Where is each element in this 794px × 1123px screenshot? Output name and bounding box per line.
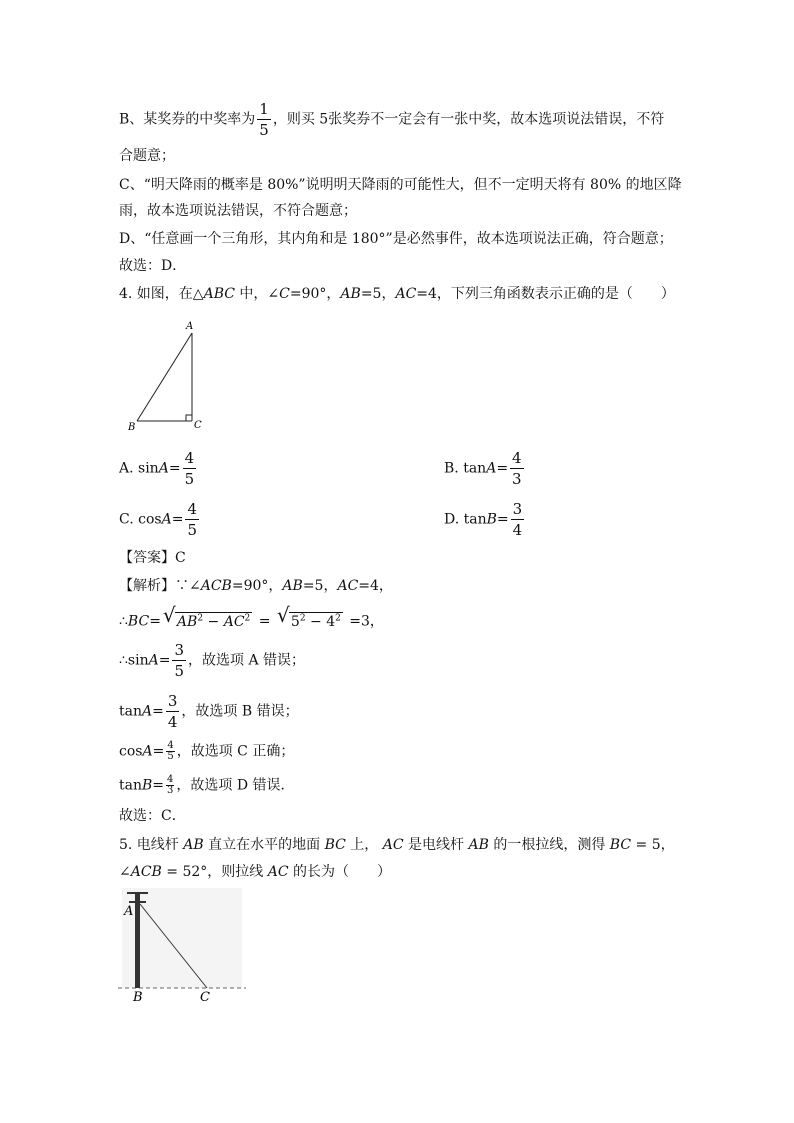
option-eq: = [496, 460, 509, 477]
analysis-text: = [152, 777, 165, 794]
fraction [183, 448, 197, 489]
analysis-text: ∵∠ [175, 578, 201, 594]
stem-var: ACB [130, 864, 162, 880]
analysis-line-6 [119, 775, 295, 796]
stem-var: AC [267, 864, 289, 880]
numerator: 4 [512, 449, 522, 467]
option-eq: = [171, 511, 184, 528]
analysis-line-5 [119, 741, 294, 762]
stem-var: BC [324, 837, 346, 853]
stem-text: =4，下列三角函数表示正确的是（ ） [416, 286, 675, 302]
stem-var: AC [395, 286, 417, 302]
option-text: B. tan [444, 460, 487, 477]
numerator: 3 [512, 500, 523, 518]
analysis-text: cos [119, 743, 143, 760]
stem-var: AB [340, 286, 361, 302]
stem-var: AC [382, 837, 404, 853]
fraction [172, 640, 186, 681]
numerator: 4 [167, 740, 174, 751]
point-a-label: A [124, 904, 134, 919]
question-5-line-1 [119, 835, 675, 855]
analysis-text: ，故选项 C 正确； [176, 743, 295, 760]
stem-text: 中，∠ [234, 286, 280, 302]
analysis-var: A [142, 743, 153, 760]
stem-text: 5. 电线杆 [119, 837, 184, 853]
option-c [119, 499, 201, 540]
small-fraction [166, 775, 174, 796]
analysis-line-2 [119, 603, 384, 632]
fraction [166, 691, 180, 732]
analysis-text: =3， [344, 613, 384, 630]
analysis-text: =5， [302, 578, 338, 594]
analysis-text: ，故选项 B 错误； [181, 703, 299, 720]
analysis-var: BC [127, 613, 150, 630]
numerator: 4 [167, 774, 174, 785]
analysis-text: ，故选项 A 错误； [188, 652, 306, 669]
radicand [289, 612, 343, 630]
analysis-text: = [152, 743, 165, 760]
sqrt-1 [162, 603, 252, 632]
denominator: 4 [512, 521, 523, 539]
analysis-line-3 [119, 640, 305, 681]
stem-var: BC [609, 837, 632, 853]
analysis-text: tan [119, 703, 142, 720]
option-d [444, 499, 526, 540]
analysis-text: = [152, 703, 164, 720]
analysis-label: 【解析】 [119, 578, 175, 594]
denominator: 5 [174, 662, 184, 680]
analysis-var: A [142, 703, 153, 720]
radicand-num: 5 [290, 613, 300, 630]
stem-text: = 52°，则拉线 [161, 864, 268, 880]
radicand-var: AB [176, 613, 198, 630]
analysis-line-1 [119, 576, 393, 596]
small-fraction [166, 741, 174, 762]
analysis-text: = [149, 613, 161, 630]
stem-var: AB [468, 837, 489, 853]
analysis-line-7: 故选：C． [119, 808, 186, 824]
analysis-line-4 [119, 691, 299, 732]
numerator: 1 [259, 100, 269, 118]
question-5-line-2 [119, 862, 391, 882]
radicand-op: − [203, 613, 224, 630]
answer-q3: 故选：D． [119, 258, 187, 274]
fraction [185, 499, 199, 540]
answer-label: 【答案】C [119, 550, 186, 566]
exponent: 2 [299, 613, 306, 623]
option-b-line [119, 99, 664, 140]
numerator: 4 [187, 500, 197, 518]
denominator: 5 [184, 470, 195, 488]
option-b-continuation: 合题意； [119, 148, 175, 164]
stem-text: 是电线杆 [403, 837, 469, 853]
radical-sign: √ [276, 603, 290, 627]
denominator: 5 [167, 751, 174, 762]
option-c-line-2: 雨，故本选项说法错误，不符合题意； [119, 203, 357, 219]
numerator: 3 [174, 641, 184, 659]
numerator: 3 [167, 692, 178, 710]
stem-var: ABC [203, 286, 235, 302]
option-b-text: B、某奖券的中奖率为 [119, 111, 256, 128]
analysis-var: ACB [200, 578, 232, 594]
stem-text: 直立在水平的地面 [203, 837, 325, 853]
right-angle-mark [186, 415, 192, 421]
pole-figure [118, 888, 248, 1006]
stem-text: ∠ [119, 864, 131, 880]
analysis-var: A [148, 652, 159, 669]
radical-sign: √ [162, 603, 176, 627]
option-b-text-suffix: ，则买 5张奖券不一定会有一张中奖，故本选项说法错误，不符 [272, 111, 665, 128]
option-var: A [161, 511, 172, 528]
stem-text: 上， [345, 837, 383, 853]
analysis-text: ∴sin [119, 652, 149, 669]
exponent: 2 [244, 613, 251, 623]
exponent: 2 [335, 613, 341, 623]
numerator: 4 [184, 449, 195, 467]
stem-text: = 5， [631, 837, 675, 853]
fraction [510, 448, 524, 489]
stem-var: C [279, 286, 290, 302]
option-a [119, 448, 198, 489]
pole [135, 893, 140, 988]
stem-text: =90°， [289, 286, 341, 302]
denominator: 3 [167, 785, 174, 796]
fraction [511, 499, 525, 540]
analysis-var: AB [282, 578, 303, 594]
analysis-text: =90°， [231, 578, 283, 594]
fraction [257, 99, 271, 140]
analysis-text: = [158, 652, 171, 669]
denominator: 5 [187, 521, 197, 539]
analysis-text: =4， [358, 578, 393, 594]
side-ab [137, 333, 192, 421]
option-c-line-1: C、“明天降雨的概率是 80%”说明明天降雨的可能性大，但不一定明天将有 80% 的地区降 [119, 177, 682, 193]
radicand [175, 612, 252, 630]
analysis-var: AC [337, 578, 359, 594]
option-eq: = [496, 511, 509, 528]
analysis-text: ，故选项 D 错误． [176, 777, 295, 794]
stem-text: 4. 如图，在△ [119, 286, 204, 302]
denominator: 3 [512, 470, 522, 488]
option-var: A [486, 460, 497, 477]
analysis-text: ∴ [119, 613, 128, 630]
stem-text: 的长为（ ） [288, 864, 392, 880]
stem-text: =5， [360, 286, 396, 302]
point-c-label: C [200, 990, 210, 1005]
option-b [444, 448, 526, 489]
exponent: 2 [197, 613, 204, 623]
option-text: A. sin [119, 460, 159, 477]
analysis-text: tan [119, 777, 142, 794]
triangle-figure [120, 315, 220, 435]
analysis-text: = [254, 613, 275, 630]
denominator: 4 [167, 713, 178, 731]
denominator: 5 [259, 121, 269, 139]
option-eq: = [168, 460, 181, 477]
stem-text: 的一根拉线，测得 [488, 837, 610, 853]
radicand-var: AC [223, 613, 245, 630]
vertex-c-label: C [194, 420, 202, 431]
analysis-var: B [142, 777, 153, 794]
vertex-a-label: A [186, 321, 194, 332]
option-var: B [486, 511, 497, 528]
option-d-line: D、“任意画一个三角形，其内角和是 180°”是必然事件，故本选项说法正确，符合题意； [119, 231, 673, 247]
vertex-b-label: B [128, 422, 136, 433]
radicand-op: − 4 [305, 613, 336, 630]
stem-var: AB [183, 837, 204, 853]
option-text: D. tan [444, 511, 487, 528]
option-var: A [158, 460, 169, 477]
sqrt-2 [276, 603, 343, 632]
option-text: C. cos [119, 511, 162, 528]
question-4-stem [119, 284, 675, 304]
point-b-label: B [133, 990, 143, 1005]
